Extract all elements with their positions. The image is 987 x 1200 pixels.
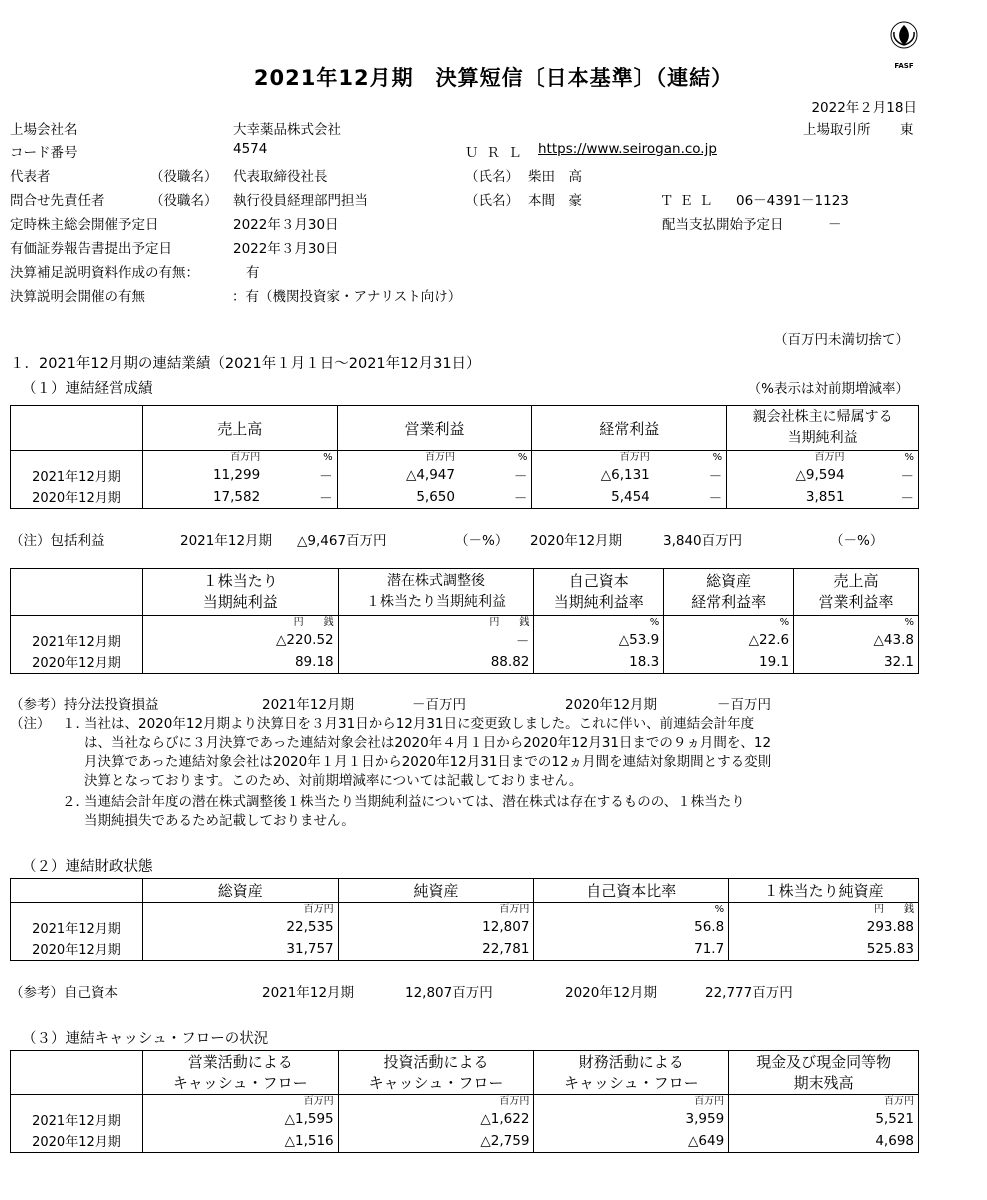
value-cell: 525.83	[729, 938, 919, 961]
briefing-value: ：有（機関投資家・アナリスト向け）	[232, 289, 462, 305]
rounding-note: （百万円未満切捨て）	[774, 332, 909, 348]
subsection1-note: （%表示は対前期増減率）	[747, 381, 909, 397]
contact-name: 本間 豪	[528, 193, 582, 209]
empty-cell	[11, 451, 143, 465]
comp-value2: 3,840百万円	[663, 533, 743, 549]
col-header-line: キャッシュ・フロー	[368, 1073, 504, 1092]
report-date-value: 2022年３月30日	[233, 241, 339, 257]
value-cell: △22.6	[664, 630, 794, 651]
unit-cell: 百万円	[338, 903, 534, 917]
value-cell: △2,759	[338, 1130, 534, 1153]
col-header: 売上高	[142, 406, 337, 451]
col-header-line: キャッシュ・フロー	[172, 1073, 308, 1092]
supp-label: 決算補足説明資料作成の有無：	[10, 265, 199, 281]
col-header-line: キャッシュ・フロー	[563, 1073, 699, 1092]
note-line: 当連結会計年度の潜在株式調整後１株当たり当期純利益については、潜在株式は存在するものの、１株当たり	[84, 794, 745, 810]
value-cell: －	[654, 486, 727, 509]
unit-cell: 百万円	[532, 451, 654, 465]
unit-cell: 百万円	[338, 1095, 534, 1109]
briefing-label: 決算説明会開催の有無	[10, 289, 145, 305]
row-label: 2020年12月期	[11, 651, 143, 674]
value-cell: －	[264, 486, 337, 509]
row-label: 2021年12月期	[11, 917, 143, 938]
value-cell: 89.18	[142, 651, 338, 674]
unit-cell: 円 銭	[729, 903, 919, 917]
col-header-line: 経常利益率	[691, 593, 767, 611]
unit-row	[11, 1095, 919, 1109]
contact-role: 執行役員経理部門担当	[233, 193, 368, 209]
value-cell: 4,698	[729, 1130, 919, 1153]
value-cell: 18.3	[534, 651, 664, 674]
per-share-table	[10, 568, 919, 674]
value-cell: △1,595	[142, 1109, 338, 1130]
col-header	[142, 569, 338, 616]
empty-header-cell	[11, 1051, 143, 1095]
value-cell: 5,521	[729, 1109, 919, 1130]
subsection2-title: （２）連結財政状態	[22, 859, 153, 875]
ref2-value1: 12,807百万円	[405, 985, 493, 1001]
rep-label: 代表者	[10, 169, 51, 185]
value-cell: 5,650	[337, 486, 459, 509]
code: 4574	[233, 141, 268, 157]
value-cell: △220.52	[142, 630, 338, 651]
note-line: 当社は、2020年12月期より決算日を３月31日から12月31日に変更致しました。これに伴い、前連結会計年度	[84, 716, 755, 732]
unit-cell: 百万円	[727, 451, 849, 465]
rep-role: 代表取締役社長	[233, 169, 328, 185]
col-header-line: 売上高	[833, 572, 879, 590]
value-cell: 11,299	[142, 465, 264, 486]
value-cell: △6,131	[532, 465, 654, 486]
col-header	[664, 569, 794, 616]
value-cell: 22,535	[142, 917, 338, 938]
col-header	[534, 569, 664, 616]
agm-date: 2022年３月30日	[233, 217, 339, 233]
value-cell: 71.7	[534, 938, 729, 961]
supp-value: 有	[246, 265, 260, 281]
value-cell: 19.1	[664, 651, 794, 674]
row-label: 2021年12月期	[11, 630, 143, 651]
empty-cell	[11, 1095, 143, 1109]
row-label: 2020年12月期	[11, 938, 143, 961]
value-cell: 17,582	[142, 486, 264, 509]
value-cell: 293.88	[729, 917, 919, 938]
fasf-logo	[888, 20, 920, 70]
unit-cell: %	[534, 903, 729, 917]
subsection3-title: （３）連結キャッシュ・フローの状況	[22, 1031, 269, 1047]
contact-role-label: （役職名）	[150, 193, 218, 209]
col-header-line: １株当たり	[202, 572, 278, 590]
note-number: １．	[62, 716, 89, 732]
value-cell: －	[338, 630, 534, 651]
value-cell: 31,757	[142, 938, 338, 961]
note-1	[84, 715, 771, 791]
col-header-line: 総資産	[706, 572, 752, 590]
value-cell: －	[849, 465, 919, 486]
empty-cell	[11, 903, 143, 917]
value-cell: 22,781	[338, 938, 534, 961]
col-header-line: 当期純利益率	[553, 593, 644, 611]
value-cell: －	[459, 486, 532, 509]
note-line: 当期純損失であるため記載しておりません。	[84, 813, 355, 829]
agm-label: 定時株主総会開催予定日	[10, 217, 159, 233]
listed-company-label: 上場会社名	[10, 122, 78, 138]
unit-row	[11, 451, 919, 465]
value-cell: 88.82	[338, 651, 534, 674]
page-title: 2021年12月期 決算短信〔日本基準〕（連結）	[253, 66, 734, 90]
unit-cell: 円 銭	[142, 616, 338, 630]
rep-name-label: （氏名）	[465, 169, 519, 185]
unit-row	[11, 616, 919, 630]
col-header-line: 投資活動による	[383, 1052, 489, 1071]
ref-value1: －百万円	[412, 697, 466, 713]
company-url-link[interactable]: https://www.seirogan.co.jp	[538, 141, 717, 157]
contact-label: 問合せ先責任者	[10, 193, 105, 209]
value-cell: 5,454	[532, 486, 654, 509]
comp-change1: （－%）	[455, 533, 509, 549]
value-cell: 56.8	[534, 917, 729, 938]
note-line: 決算となっております。このため、対前期増減率については記載しておりません。	[84, 773, 583, 789]
unit-cell: %	[534, 616, 664, 630]
dividend-label: 配当支払開始予定日	[662, 217, 784, 233]
ref2-label: （参考）自己資本	[10, 985, 118, 1001]
col-header-line: 親会社株主に帰属する	[752, 409, 893, 425]
fasf-leaf-icon	[888, 20, 920, 58]
col-header: 純資産	[338, 879, 534, 903]
unit-cell: 円 銭	[338, 616, 534, 630]
unit-cell: %	[264, 451, 337, 465]
cash-flow-table	[10, 1050, 919, 1153]
note-2	[84, 793, 745, 831]
ref-period2: 2020年12月期	[565, 697, 658, 713]
table-header-row	[11, 1051, 919, 1095]
col-header-line: 当期純利益	[202, 593, 278, 611]
note-line: 月決算であった連結対象会社は2020年１月１日から2020年12月31日までの12ヵ月間を連結対象期間とする変則	[84, 754, 772, 770]
comp-period2: 2020年12月期	[530, 533, 623, 549]
note-line: は、当社ならびに３月決算であった連結対象会社は2020年４月１日から2020年12月31日までの９ヵ月間を、12	[84, 735, 772, 751]
row-label: 2020年12月期	[11, 1130, 143, 1153]
unit-cell: %	[794, 616, 919, 630]
col-header-line: 営業活動による	[187, 1052, 293, 1071]
table-row	[11, 465, 919, 486]
table-row	[11, 630, 919, 651]
table-row	[11, 917, 919, 938]
url-label: ＵＲＬ	[465, 145, 530, 161]
col-header	[534, 1051, 729, 1095]
value-cell: △53.9	[534, 630, 664, 651]
tel: 06－4391－1123	[736, 193, 849, 209]
value-cell: －	[264, 465, 337, 486]
col-header: 自己資本比率	[534, 879, 729, 903]
unit-cell: 百万円	[729, 1095, 919, 1109]
contact-name-label: （氏名）	[465, 193, 519, 209]
empty-header-cell	[11, 569, 143, 616]
note-number: ２．	[62, 794, 89, 810]
comp-value1: △9,467百万円	[297, 533, 387, 549]
subsection1-title: （１）連結経営成績	[22, 381, 153, 397]
code-label: コード番号	[10, 145, 78, 161]
listed-company: 大幸薬品株式会社	[233, 122, 341, 138]
unit-cell: 百万円	[534, 1095, 729, 1109]
value-cell: －	[849, 486, 919, 509]
table-row	[11, 486, 919, 509]
col-header: 経常利益	[532, 406, 727, 451]
table-row	[11, 938, 919, 961]
exchange: 東	[900, 122, 914, 138]
report-label: 有価証券報告書提出予定日	[10, 241, 172, 257]
value-cell: △43.8	[794, 630, 919, 651]
section1-title: １．2021年12月期の連結業績（2021年１月１日～2021年12月31日）	[10, 356, 481, 372]
value-cell: 12,807	[338, 917, 534, 938]
rep-role-label: （役職名）	[150, 169, 218, 185]
col-header-line: 自己資本	[568, 572, 629, 590]
value-cell: △1,516	[142, 1130, 338, 1153]
value-cell: 32.1	[794, 651, 919, 674]
col-header: 営業利益	[337, 406, 532, 451]
unit-cell: 百万円	[142, 1095, 338, 1109]
row-label: 2021年12月期	[11, 1109, 143, 1130]
rep-name: 柴田 高	[528, 169, 582, 185]
row-label: 2021年12月期	[11, 465, 143, 486]
value-cell: 3,959	[534, 1109, 729, 1130]
note-lead: （注）	[10, 716, 51, 732]
ref2-period2: 2020年12月期	[565, 985, 658, 1001]
empty-header-cell	[11, 879, 143, 903]
col-header-line: 潜在株式調整後	[387, 573, 485, 589]
tel-label: ＴＥＬ	[660, 193, 719, 209]
empty-cell	[11, 616, 143, 630]
unit-cell: %	[849, 451, 919, 465]
col-header	[729, 1051, 919, 1095]
col-header-line: 当期純利益	[787, 430, 858, 446]
col-header	[727, 406, 919, 451]
ref-period1: 2021年12月期	[262, 697, 355, 713]
value-cell: 3,851	[727, 486, 849, 509]
ref-label: （参考）持分法投資損益	[10, 697, 159, 713]
comp-period1: 2021年12月期	[180, 533, 273, 549]
table-header-row	[11, 406, 919, 451]
value-cell: △649	[534, 1130, 729, 1153]
table-row	[11, 651, 919, 674]
value-cell: △4,947	[337, 465, 459, 486]
comp-change2: （－%）	[830, 533, 884, 549]
col-header-line: 期末残高	[793, 1073, 854, 1092]
table-row	[11, 1130, 919, 1153]
value-cell: △1,622	[338, 1109, 534, 1130]
col-header-line: 財務活動による	[578, 1052, 684, 1071]
logo-text: FASF	[894, 62, 914, 70]
value-cell: △9,594	[727, 465, 849, 486]
ref-value2: －百万円	[717, 697, 771, 713]
unit-cell: 百万円	[142, 903, 338, 917]
unit-cell: %	[459, 451, 532, 465]
ref2-value2: 22,777百万円	[705, 985, 793, 1001]
col-header	[338, 569, 534, 616]
col-header-line: 現金及び現金同等物	[756, 1052, 892, 1071]
table-header-row	[11, 879, 919, 903]
unit-row	[11, 903, 919, 917]
value-cell: －	[654, 465, 727, 486]
col-header: １株当たり純資産	[729, 879, 919, 903]
ref2-period1: 2021年12月期	[262, 985, 355, 1001]
unit-cell: %	[654, 451, 727, 465]
exchange-label: 上場取引所	[803, 122, 871, 138]
empty-header-cell	[11, 406, 143, 451]
operating-results-table	[10, 405, 919, 509]
unit-cell: 百万円	[142, 451, 264, 465]
value-cell: －	[459, 465, 532, 486]
col-header	[794, 569, 919, 616]
col-header	[142, 1051, 338, 1095]
dividend-date: －	[828, 217, 842, 233]
col-header	[338, 1051, 534, 1095]
col-header-line: １株当たり当期純利益	[366, 594, 506, 610]
col-header: 総資産	[142, 879, 338, 903]
comp-label: （注）包括利益	[10, 533, 105, 549]
table-header-row	[11, 569, 919, 616]
financial-position-table	[10, 878, 919, 961]
report-date: 2022年２月18日	[811, 100, 917, 116]
col-header-line: 営業利益率	[818, 593, 894, 611]
row-label: 2020年12月期	[11, 486, 143, 509]
table-row	[11, 1109, 919, 1130]
unit-cell: %	[664, 616, 794, 630]
unit-cell: 百万円	[337, 451, 459, 465]
